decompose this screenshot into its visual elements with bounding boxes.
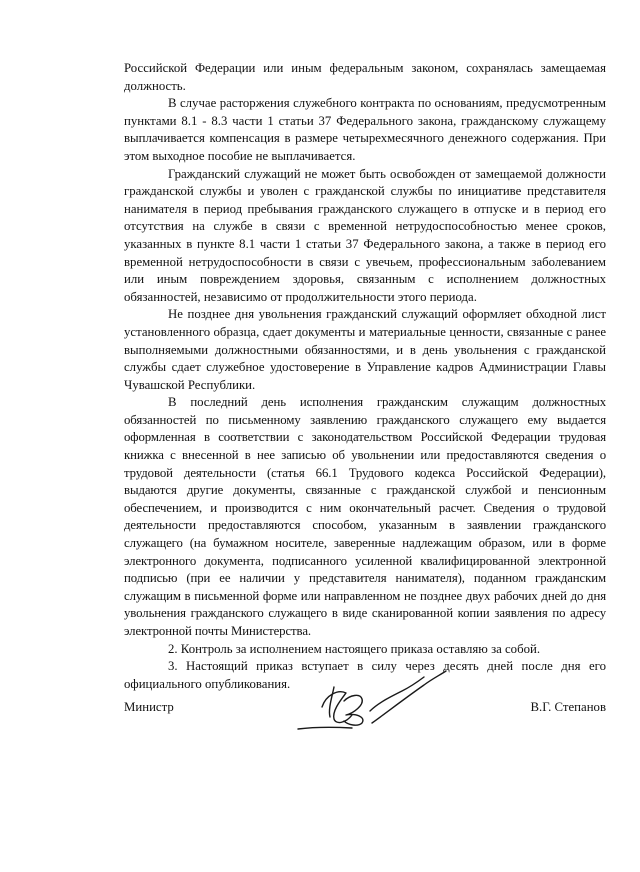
signatory-name: В.Г. Степанов [530,700,606,714]
paragraph-control: 2. Контроль за исполнением настоящего приказа оставляю за собой. [168,641,541,656]
paragraph-effective-date: 3. Настоящий приказ вступает в силу через десять дней после дня его официального опубликования. [124,659,606,691]
paragraph-last-day: В последний день исполнения гражданским служащим должностных обязанностей по письменному заявлению гражданского служащего ему выдается оформленная в соответствии с законодательством Российской Федерации трудовая книжка с внесенной в нее записью об увольнении или предоставляются сведения о трудовой деятельности (статья 66.1 Трудового кодекса Российской Федерации), выдаются другие документы, связанные с гражданской службой и пенсионным обеспечением, и производится с ним окончательный расчет. Сведения о трудовой деятельности предоставляются способом, указанным в заявлении гражданского служащего (на бумажном носителе, заверенные надлежащим образом, или в форме электронного документа, подписанного усиленной квалифицированной электронной подписью (при ее наличии у представителя нанимателя), поданном гражданским служащим в письменной форме или направленном не позднее двух рабочих дней до дня увольнения гражданского служащего в виде сканированной копии заявления по адресу электронной почты Министерства. [124,395,606,638]
paragraph-clearance-sheet: Не позднее дня увольнения гражданский служащий оформляет обходной лист установленного образца, сдает документы и материальные ценности, связанные с ранее выполняемыми должностными обязанностями, и в день увольнения с гражданской службы сдает служебное удостоверение в Управление кадров Администрации Главы Чувашской Республики. [124,307,606,392]
paragraph-continuation: Российской Федерации или иным федеральным законом, сохранялась замещаемая должность. [124,61,606,93]
handwritten-signature [274,667,464,747]
paragraph-compensation: В случае расторжения служебного контракта по основаниям, предусмотренным пунктами 8.1 - 8.3 части 1 статьи 37 Федерального закона, гражданскому служащему выплачивается компенсация в размере четырехмесячного денежного содержания. При этом выходное пособие не выплачивается. [124,96,606,163]
document-body [124,60,606,693]
paragraph-dismissal-restrictions: Гражданский служащий не может быть освобожден от замещаемой должности гражданской службы и уволен с гражданской службы по инициативе представителя нанимателя в период пребывания гражданского служащего в отпуске и в период его отсутствия на службе в связи с временной нетрудоспособностью менее сроков, указанных в пункте 8.1 части 1 статьи 37 Федерального закона, а также в период его временной нетрудоспособности в связи с увечьем, профессиональным заболеванием или иным повреждением здоровья, связанным с исполнением должностных обязанностей, независимо от продолжительности этого периода. [124,166,606,304]
signature-block [124,693,606,753]
signatory-role: Министр [124,700,174,714]
